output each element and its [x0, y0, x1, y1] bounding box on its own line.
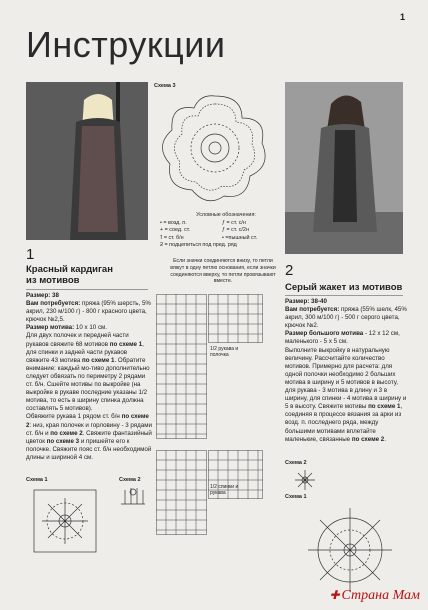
- scheme-ref: по схеме 1: [82, 356, 115, 364]
- section-1-scheme-2-label: Схема 2: [119, 477, 141, 483]
- page-title: Инструкции: [26, 24, 226, 65]
- section-1-materials: пряжа (95% шерсть, 5% акрил, 230 м/100 г) - 800 г красного цвета, крючок №2,5.: [26, 300, 151, 324]
- section-1-motif: 10 x 10 см.: [75, 324, 108, 332]
- page-number: 1: [400, 12, 406, 22]
- pattern-grid-front-sleeve: [156, 294, 208, 440]
- scheme-ref: по схеме 2: [50, 429, 83, 437]
- watermark-icon: ✚: [329, 588, 340, 602]
- section-1-paragraph-2: Обвяжите рукава 1 рядом ст. б/н: [26, 413, 120, 421]
- section-2-divider: [285, 295, 403, 296]
- legend-item: • = возд. п.: [160, 219, 187, 226]
- section-2-paragraph-part: .: [384, 435, 386, 443]
- scheme-ref: по схеме 1: [368, 403, 401, 411]
- section-2-paragraph: Выполните выкройку в натуральную величину. Рассчитайте количество мотивов. Примерно для расчета: для одной полочки необходимо 2 больших мотива в ширину и 5 мотивов в высоту, для рукава - 3 мотива в длину и 3 в ширину, для спинки - 4 мотива в ширину и 5 в высоту. Свяжите мотивы: [285, 346, 407, 411]
- legend-item: ƒ = ст. с/2н: [222, 227, 249, 234]
- section-2-scheme-1-label: Схема 1: [285, 494, 307, 500]
- scheme-ref: по схеме 3: [46, 437, 80, 445]
- section-2-motif: - 12 x 12 см, маленького - 5 x 5 см.: [285, 330, 400, 346]
- legend: [160, 212, 282, 250]
- pattern-right-label: 1/2 спинки и рукава: [210, 484, 239, 496]
- legend-heading: Условные обозначения:: [196, 212, 256, 218]
- section-2-materials-label: Вам потребуется:: [285, 306, 340, 314]
- legend-item: ƒ = ст. с/н: [222, 219, 246, 226]
- section-1-text: [26, 292, 152, 462]
- pattern-grid-front-sleeve-top: [208, 294, 264, 344]
- pattern-left-label: 1/2 рукава и полочка: [210, 346, 239, 358]
- scheme-3-diagram: [152, 88, 278, 210]
- section-1-size: Размер: 38: [26, 292, 59, 299]
- legend-item: ꝉ = ст. б/н: [160, 234, 184, 241]
- section-1-paragraph-part: , для спинки и задней части рукавов свяжите 43 мотива: [26, 340, 144, 364]
- section-2-motif-label: Размер большого мотива: [285, 330, 364, 338]
- section-2-paragraph-part: , соединяя в процессе вязания за арки из возд. п. последнего ряда, между большими мотивами вплетайте маленькие, связанные: [285, 403, 403, 443]
- legend-item: + = соед. ст.: [160, 227, 191, 234]
- section-2-text: [285, 298, 407, 444]
- model-photo-red-cardigan: [26, 82, 148, 240]
- section-2-scheme-1-diagram: [300, 500, 400, 600]
- section-1-paragraph-part: и пришейте его к полочке. Свяжите пояс ст. б/н необходимой длины и шириной 4 см.: [26, 437, 152, 461]
- section-1-scheme-2-diagram: [117, 484, 149, 508]
- section-1-paragraph-part: . Свяжите фантазийный цветок: [26, 429, 152, 445]
- legend-item: ƻ = подцепиться под пред. ряд: [160, 242, 237, 249]
- site-watermark: [329, 588, 420, 604]
- section-1-paragraph: Для двух полочек и передней части рукавов свяжите 68 мотивов: [26, 332, 129, 348]
- legend-note: Если значки соединяются внизу, то петли вяжут в одну петлю основания, если значки соединяются вверху, то петли провязывают вместе.: [170, 258, 276, 285]
- section-1-number: 1: [26, 246, 35, 263]
- watermark-text: Страна Мам: [341, 588, 420, 603]
- section-1-motif-label: Размер мотива:: [26, 324, 75, 332]
- section-1-scheme-1-diagram: [28, 484, 102, 558]
- legend-item: • =пышный ст.: [222, 234, 258, 241]
- scheme-ref: по схеме 1: [109, 340, 143, 348]
- section-1-divider: [26, 289, 148, 290]
- section-1-paragraph-part: . Обратите внимание: каждый мо-тиво дополнительно следует обвязать по периметру 2 рядами ст. б/н. Сшейте мотивы по выкройке (на выкройке в рукаве последние указаны 1/2 мотива, то есть в ширину спинка должна составлять 5 мотивов).: [26, 356, 150, 413]
- section-2-size: Размер: 38-40: [285, 298, 327, 305]
- section-1-paragraph-part: : низ, края полочек и горловину - 3 рядами ст. б/н и: [26, 421, 152, 437]
- scheme-3-label: Схема 3: [154, 83, 176, 89]
- section-2-number: 2: [285, 262, 294, 279]
- scheme-ref: по схеме 2: [26, 413, 149, 429]
- model-photo-gray-jacket: [285, 82, 403, 254]
- pattern-grid-back-sleeve: [156, 450, 208, 536]
- section-1-heading: Красный кардиган из мотивов: [26, 264, 113, 286]
- scheme-ref: по схеме 2: [351, 435, 385, 443]
- section-2-materials: пряжа (55% шелк, 45% акрил, 300 м/100 г) - 500 г серого цвета, крючок №2.: [285, 306, 407, 330]
- section-1-materials-label: Вам потребуется:: [26, 300, 81, 308]
- section-2-scheme-2-diagram: [290, 468, 320, 492]
- section-2-heading: Серый жакет из мотивов: [285, 282, 403, 293]
- section-1-scheme-1-label: Схема 1: [26, 477, 48, 483]
- section-2-scheme-2-label: Схема 2: [285, 460, 307, 466]
